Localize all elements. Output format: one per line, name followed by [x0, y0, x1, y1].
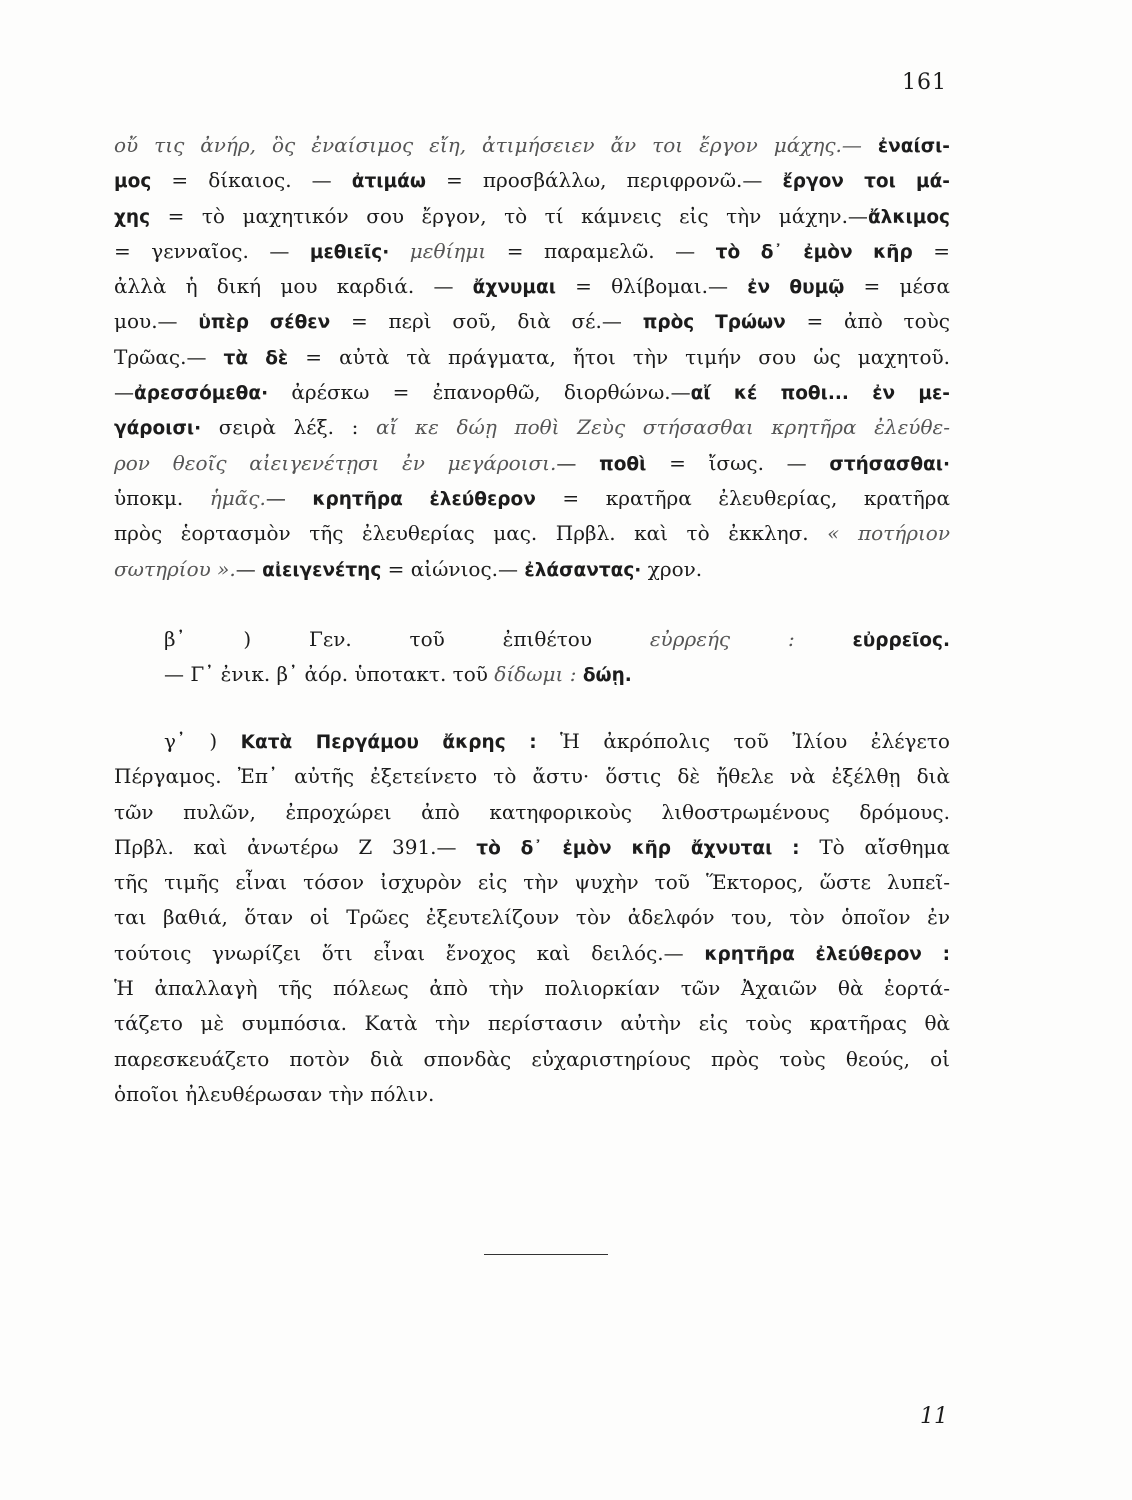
bold-term: εὐρρεῖος.	[852, 630, 950, 651]
commentary-paragraph-1	[114, 128, 950, 587]
bold-term: ὑπὲρ σέθεν	[198, 312, 331, 334]
text-line	[114, 481, 950, 516]
text-run: —	[235, 556, 263, 581]
text-line	[114, 795, 950, 830]
text-run: τῶν πυλῶν, ἐπροχώρει ἀπὸ κατηφορικοὺς λιθοστρωμένους δρόμους.	[114, 799, 950, 824]
text-run: Τὸ αἴσθημα	[799, 834, 951, 859]
text-run: Τρῶας.—	[114, 344, 224, 369]
bold-term: μεθιεῖς·	[309, 241, 390, 263]
text-run: —	[114, 380, 134, 405]
text-run: — Γ᾽ ἐνικ. β᾽ ἀόρ. ὑποτακτ. τοῦ	[164, 662, 495, 687]
bold-term: ἄχνυμαι	[472, 277, 556, 299]
text-run: = παραμελῶ. —	[486, 238, 716, 263]
text-run: = δίκαιος. —	[151, 168, 352, 193]
bold-term: κρητῆρα ἐλεύθερον :	[704, 943, 951, 965]
text-line	[114, 900, 950, 935]
bold-term: δώῃ.	[582, 665, 632, 687]
italic-quote: δίδωμι :	[494, 662, 577, 687]
text-run: Ἡ ἀπαλλαγὴ τῆς πόλεως ἀπὸ τὴν πολιορκίαν τῶν Ἀχαιῶν θὰ ἑορτά-	[114, 976, 950, 1001]
text-line	[114, 830, 950, 865]
text-run: = αὐτὰ τὰ πράγματα, ἤτοι τὴν τιμήν σου ὡς μαχητοῦ.	[288, 344, 951, 369]
text-line	[114, 516, 950, 551]
text-line	[114, 128, 950, 163]
text-run: τούτοις γνωρίζει ὅτι εἶναι ἔνοχος καὶ δειλός.—	[114, 940, 705, 965]
bold-term: ποθὶ	[599, 453, 647, 475]
bold-term: ἔργον τοι μά-	[782, 171, 950, 193]
text-run: μου.—	[114, 309, 199, 334]
bold-term: τὸ δ᾽ ἐμὸν κῆρ	[715, 241, 913, 263]
bold-term: ἀτιμάω	[351, 171, 426, 193]
text-line	[114, 552, 950, 587]
commentary-paragraph-3	[114, 724, 950, 1112]
italic-quote: σωτηρίου ».	[114, 556, 236, 581]
italic-quote: εὐρρεής :	[649, 627, 795, 651]
text-line	[114, 304, 950, 339]
bold-term: κρητῆρα ἐλεύθερον	[312, 488, 536, 510]
bold-term: Κατὰ Περγάμου ἄκρης :	[240, 732, 537, 753]
text-run: = προσβάλλω, περιφρονῶ.—	[425, 168, 783, 193]
bold-term: γάροισι·	[114, 418, 202, 440]
italic-quote: ἡμᾶς.	[209, 485, 266, 510]
text-run	[795, 627, 853, 651]
commentary-paragraph-2	[114, 622, 950, 693]
bold-term: ἐλάσαντας·	[524, 559, 642, 581]
italic-quote: οὔ τις ἀνήρ, ὃς ἐναίσιμος εἴη, ἀτιμήσειεν ἄν τοι ἔργον μάχης.—	[114, 133, 878, 157]
text-run: = γενναῖος. —	[114, 238, 310, 263]
text-run: παρεσκευάζετο ποτὸν διὰ σπονδὰς εὐχαριστηρίους πρὸς τοὺς θεούς, οἱ	[114, 1046, 950, 1071]
text-run: = περὶ σοῦ, διὰ σέ.—	[330, 309, 643, 334]
text-line	[114, 340, 950, 375]
bold-term: τὰ δὲ	[223, 347, 289, 369]
text-line	[114, 657, 950, 692]
text-run: = αἰώνιος.—	[381, 556, 525, 581]
italic-quote: ρον θεοῖς αἰειγενέτῃσι ἐν μεγάροισι.	[114, 450, 557, 475]
text-line	[114, 375, 950, 410]
bold-term: ἐναίσι-	[877, 136, 950, 157]
text-run: χρον.	[641, 556, 703, 581]
text-line	[114, 1006, 950, 1041]
text-run: = ἴσως. —	[646, 450, 830, 475]
text-run: = μέσα	[844, 274, 950, 299]
page-number: 161	[902, 70, 947, 95]
bold-term: ἐν θυμῷ	[747, 277, 845, 299]
text-run: Πρβλ. καὶ ἀνωτέρω Ζ 391.—	[114, 834, 477, 859]
text-run: ὁποῖοι ἠλευθέρωσαν τὴν πόλιν.	[114, 1081, 435, 1106]
text-run: ἀρέσκω = ἐπανορθῶ, διορθώνω.—	[268, 380, 691, 405]
text-run: —	[265, 485, 313, 510]
text-run: Πέργαμος. Ἐπ᾽ αὐτῆς ἐξετείνετο τὸ ἄστυ· ὅστις δὲ ἤθελε νὰ ἐξέλθῃ διὰ	[114, 764, 950, 789]
text-run: =	[912, 238, 950, 263]
bold-term: αἰειγενέτης	[262, 559, 382, 581]
bold-term: χης	[114, 206, 151, 228]
text-run: = θλίβομαι.—	[555, 274, 748, 299]
text-line	[114, 865, 950, 900]
text-run: ἀλλὰ ἡ δική μου καρδιά. —	[114, 274, 473, 299]
bold-term: ἀρεσσόμεθα·	[134, 383, 269, 405]
text-line	[114, 1042, 950, 1077]
italic-quote: μεθίημι	[389, 238, 487, 263]
text-run: = κρατῆρα ἐλευθερίας, κρατῆρα	[535, 485, 950, 510]
text-run: τάζετο μὲ συμπόσια. Κατὰ τὴν περίστασιν αὐτὴν εἰς τοὺς κρατῆρας θὰ	[114, 1011, 950, 1036]
text-run: τῆς τιμῆς εἶναι τόσον ἰσχυρὸν εἰς τὴν ψυχὴν τοῦ Ἕκτορος, ὥστε λυπεῖ-	[114, 870, 950, 895]
text-run: —	[556, 450, 600, 475]
bold-term: στήσασθαι·	[829, 453, 950, 475]
italic-quote: αἴ κε δώῃ ποθὶ Ζεὺς στήσασθαι κρητῆρα ἐλεύθε-	[375, 415, 950, 440]
text-run: γ᾽ )	[164, 729, 241, 753]
section-divider	[484, 1254, 608, 1255]
text-line	[114, 234, 950, 269]
signature-mark: 11	[920, 1404, 948, 1429]
italic-quote: « ποτήριον	[827, 521, 950, 546]
text-line	[114, 622, 950, 657]
bold-term: αἴ κέ ποθι... ἐν με-	[690, 383, 950, 405]
text-run: β᾽ ) Γεν. τοῦ ἐπιθέτου	[164, 627, 650, 651]
text-line	[114, 163, 950, 198]
text-line	[114, 269, 950, 304]
bold-term: ἄλκιμος	[867, 206, 950, 228]
text-line	[114, 936, 950, 971]
text-run: ται βαθιά, ὅταν οἱ Τρῶες ἐξευτελίζουν τὸν ἀδελφόν του, τὸν ὁποῖον ἐν	[114, 905, 950, 930]
text-run: ὑποκμ.	[114, 485, 210, 510]
bold-term: πρὸς Τρώων	[642, 312, 786, 334]
bold-term: τὸ δ᾽ ἐμὸν κῆρ ἄχνυται :	[476, 837, 800, 859]
text-run: = ἀπὸ τοὺς	[785, 309, 950, 334]
text-run: = τὸ μαχητικόν σου ἔργον, τὸ τί κάμνεις εἰς τὴν μάχην.—	[150, 203, 868, 228]
text-line	[114, 446, 950, 481]
text-line	[114, 759, 950, 794]
text-line	[114, 199, 950, 234]
text-line	[114, 724, 950, 759]
bold-term: μος	[114, 171, 152, 193]
text-run: σειρὰ λέξ. :	[201, 415, 376, 440]
text-line	[114, 410, 950, 445]
text-run: Ἡ ἀκρόπολις τοῦ Ἰλίου ἐλέγετο	[536, 729, 950, 753]
text-line	[114, 1077, 950, 1112]
text-line	[114, 971, 950, 1006]
text-run: πρὸς ἑορτασμὸν τῆς ἐλευθερίας μας. Πρβλ. καὶ τὸ ἐκκλησ.	[114, 521, 828, 546]
